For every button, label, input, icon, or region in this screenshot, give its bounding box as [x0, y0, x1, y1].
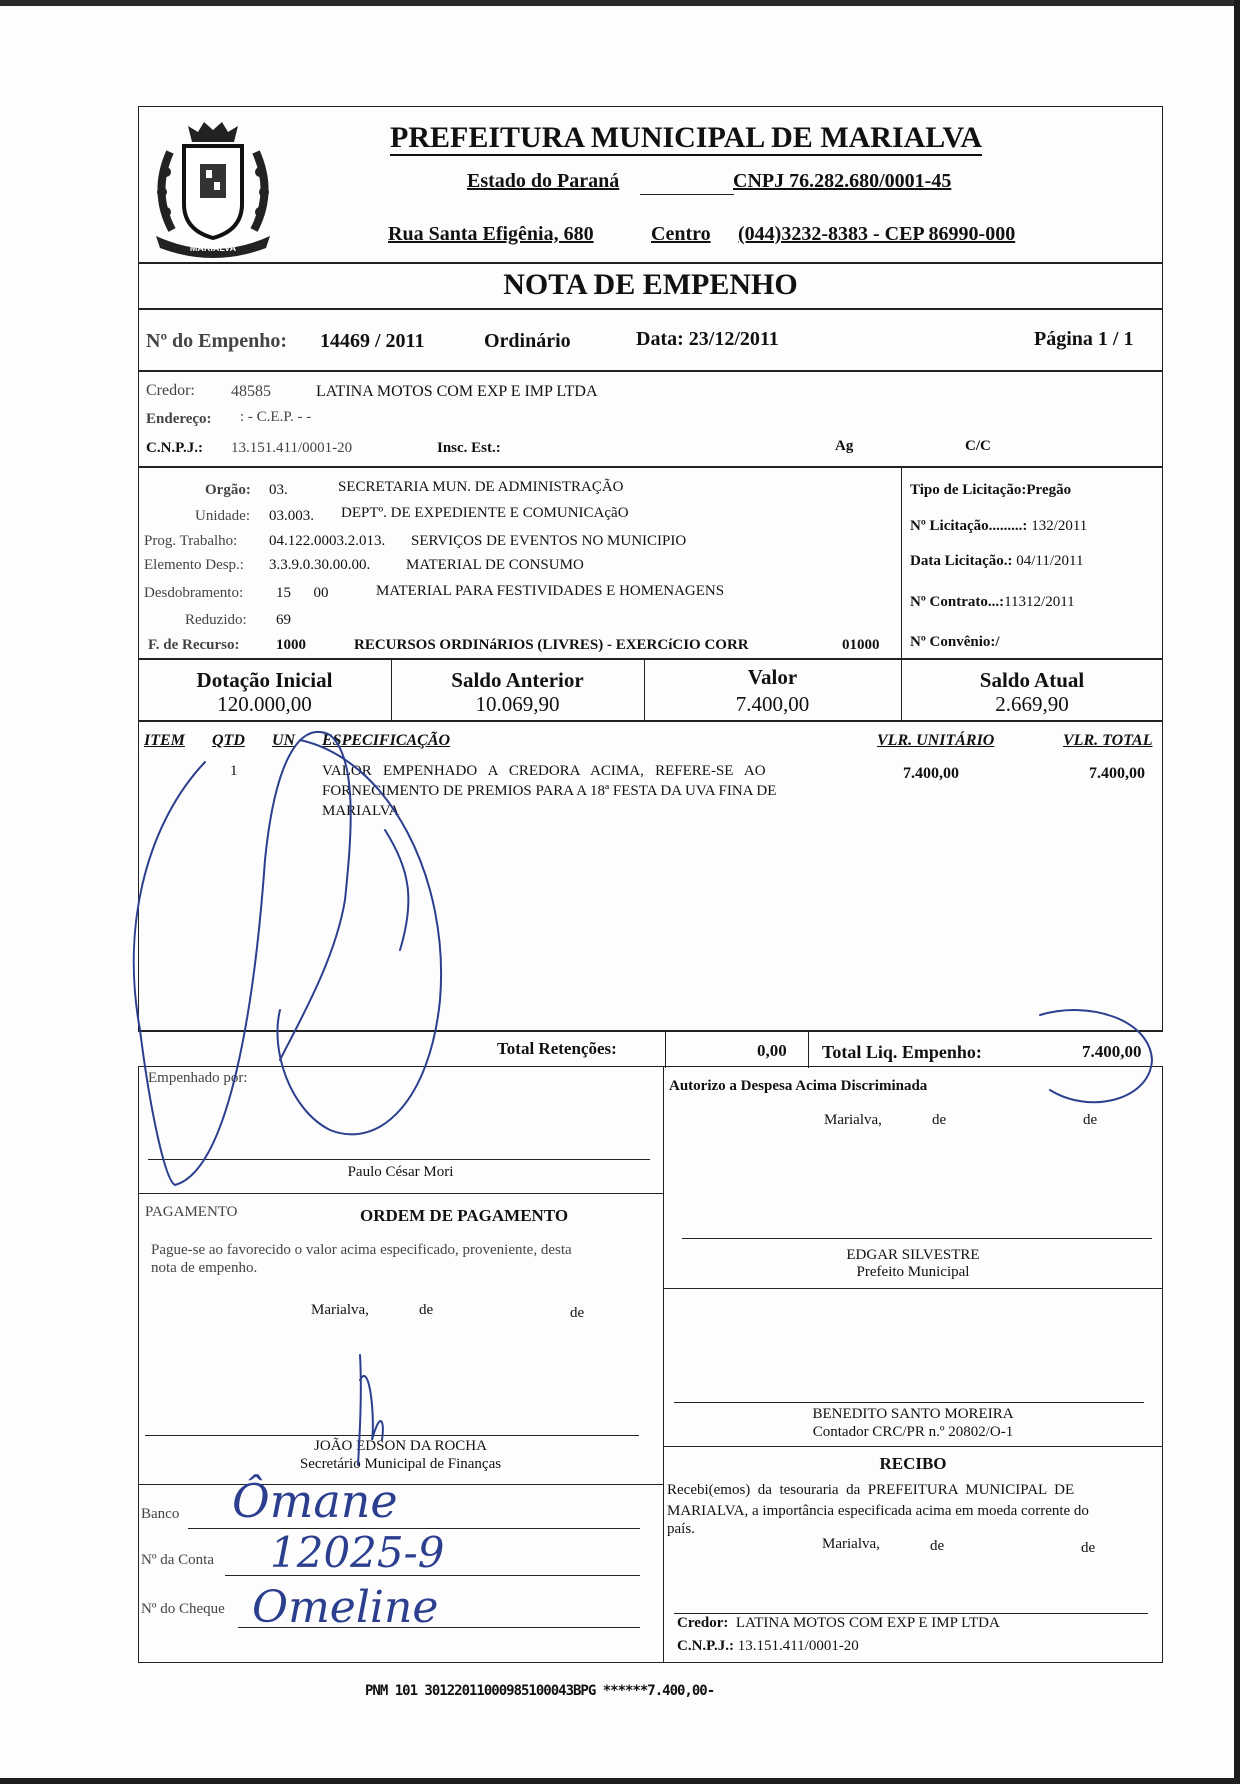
pagina: Página 1 / 1 [1034, 328, 1134, 350]
banco-label: Banco [141, 1506, 180, 1522]
tipo-empenho: Ordinário [484, 330, 571, 352]
total-retencoes-label: Total Retenções: [497, 1039, 617, 1058]
prefeitura-title: PREFEITURA MUNICIPAL DE MARIALVA [390, 121, 983, 154]
empenhado-nome: Paulo César Mori [347, 1164, 454, 1180]
cheque-manuscrito: Omeline [252, 1582, 439, 1633]
autorizo-de-2: de [1083, 1112, 1098, 1128]
banco-manuscrito: Ômane [232, 1474, 398, 1528]
fonte-recurso-descricao: RECURSOS ORDINáRIOS (LIVRES) - EXERCíCIO CORR [354, 637, 749, 653]
totais-top-line [138, 1030, 1163, 1031]
item-qtd: 1 [230, 763, 238, 779]
contador-cargo: Contador CRC/PR n.º 20802/O-1 [812, 1424, 1014, 1440]
recibo-cnpj [677, 1638, 859, 1655]
prefeito-cargo: Prefeito Municipal [856, 1264, 970, 1280]
prefeito-assinatura-linha [682, 1238, 1152, 1239]
scan-edge-top [0, 0, 1240, 6]
recibo-credor-label: Credor: [677, 1615, 729, 1631]
orgao-codigo: 03. [269, 482, 288, 498]
autorizo-local: Marialva, [824, 1112, 882, 1128]
empenhado-por-label: Empenhado por: [148, 1070, 248, 1086]
conta-manuscrita: 12025-9 [270, 1528, 445, 1577]
pagamento-de-2: de [570, 1305, 585, 1321]
col-especificacao: ESPECIFICAÇÃO [322, 732, 451, 749]
prefeito-nome: EDGAR SILVESTRE [846, 1247, 980, 1263]
dotacao-inicial-label: Dotação Inicial [196, 668, 333, 692]
col-un: UN [272, 732, 296, 749]
cnpj-credor-label: C.N.P.J.: [146, 440, 203, 456]
classificacao-divider [901, 466, 902, 660]
insc-est-label: Insc. Est.: [437, 440, 501, 456]
recibo-texto-3: país. [667, 1521, 695, 1537]
numero-licitacao [910, 518, 1087, 535]
pagamento-texto-2: nota de empenho. [151, 1260, 258, 1276]
scan-edge-bottom [0, 1778, 1240, 1784]
numero-conta-label: Nº da Conta [141, 1552, 214, 1568]
lower-divider [663, 1066, 664, 1663]
empenhado-assinatura-linha [148, 1159, 650, 1160]
col-vlr-total: VLR. TOTAL [1063, 732, 1153, 749]
numero-contrato [910, 594, 1075, 611]
prog-trabalho-label: Prog. Trabalho: [144, 533, 238, 549]
fonte-recurso-codigo: 1000 [276, 637, 306, 653]
orgao-descricao: SECRETARIA MUN. DE ADMINISTRAÇÃO [338, 479, 624, 495]
prog-trabalho-codigo: 04.122.0003.2.013. [269, 533, 386, 549]
recibo-assinatura-linha [674, 1613, 1148, 1614]
recibo-credor [677, 1615, 1000, 1632]
data-licitacao [910, 553, 1083, 570]
endereco-label: Endereço: [146, 411, 212, 427]
recibo-cnpj-label: C.N.P.J.: [677, 1638, 734, 1654]
banco-top-line [138, 1484, 663, 1485]
header-underline-1 [640, 194, 734, 195]
data-licitacao-label: Data Licitação.: [910, 553, 1013, 569]
numero-empenho: 14469 / 2011 [320, 330, 425, 352]
item-vlr-unitario: 7.400,00 [903, 765, 959, 782]
unidade-label: Unidade: [195, 508, 250, 524]
recibo-texto-2: MARIALVA, a importância especificada acima em moeda corrente do [667, 1503, 1089, 1519]
svg-text:MARIALVA: MARIALVA [189, 243, 237, 253]
item-desc-linha-2: FORNECIMENTO DE PREMIOS PARA A 18ª FESTA DA UVA FINA DE [322, 783, 777, 799]
saldo-atual-label: Saldo Atual [979, 668, 1085, 692]
endereco-rua: Rua Santa Efigênia, 680 [388, 223, 594, 245]
recibo-local: Marialva, [822, 1536, 880, 1552]
scan-edge-right [1234, 0, 1240, 1784]
secretario-nome: JOÃO EDSON DA ROCHA [314, 1438, 487, 1454]
saldo-atual-valor: 2.669,90 [995, 692, 1069, 716]
data-licitacao-valor: 04/11/2011 [1016, 553, 1084, 569]
prog-trabalho-descricao: SERVIÇOS DE EVENTOS NO MUNICIPIO [411, 533, 687, 549]
unidade-descricao: DEPTº. DE EXPEDIENTE E COMUNICAçãO [341, 505, 629, 521]
col-item: ITEM [144, 732, 185, 749]
numero-licitacao-label: Nº Licitação.........: [910, 518, 1028, 534]
valor-valor: 7.400,00 [735, 692, 810, 716]
doc-title: NOTA DE EMPENHO [503, 268, 798, 301]
tipo-licitacao: Tipo de Licitação:Pregão [910, 482, 1072, 498]
ordem-pagamento-titulo: ORDEM DE PAGAMENTO [360, 1206, 569, 1225]
agencia-label: Ag [835, 438, 854, 454]
total-liq-empenho-valor: 7.400,00 [1082, 1042, 1142, 1061]
endereco-centro: Centro [651, 223, 711, 245]
orgao-label: Orgão: [205, 482, 251, 498]
data-empenho: Data: 23/12/2011 [636, 328, 779, 350]
contador-top-line [663, 1288, 1163, 1289]
pagamento-label: PAGAMENTO [145, 1204, 238, 1220]
saldo-anterior-label: Saldo Anterior [451, 668, 584, 692]
col-vlr-unitario: VLR. UNITÁRIO [877, 732, 995, 749]
pagamento-local: Marialva, [311, 1302, 369, 1318]
conta-corrente-label: C/C [965, 438, 991, 454]
recibo-de-1: de [930, 1538, 945, 1554]
autorizo-de-1: de [932, 1112, 947, 1128]
total-liq-empenho-label: Total Liq. Empenho: [822, 1042, 982, 1062]
reduzido-label: Reduzido: [185, 612, 247, 628]
elemento-desp-codigo: 3.3.9.0.30.00.00. [269, 557, 371, 573]
rodape-codigo: PNM 101 30122011000985100043BPG ******7.400,00- [365, 1683, 715, 1699]
desdobramento-label: Desdobramento: [144, 585, 244, 601]
numero-convenio: Nº Convênio:/ [910, 634, 1000, 650]
secretario-cargo: Secretário Municipal de Finanças [299, 1456, 502, 1472]
recibo-cnpj-valor: 13.151.411/0001-20 [737, 1638, 859, 1654]
elemento-desp-descricao: MATERIAL DE CONSUMO [406, 557, 584, 573]
fonte-recurso-codigo2: 01000 [842, 637, 880, 653]
credor-codigo: 48585 [231, 383, 271, 400]
saldo-anterior-valor: 10.069,90 [475, 692, 560, 716]
desdobramento-descricao: MATERIAL PARA FESTIVIDADES E HOMENAGENS [376, 583, 725, 599]
reduzido-codigo: 69 [276, 612, 291, 628]
numero-empenho-label: Nº do Empenho: [146, 330, 288, 352]
contador-nome: BENEDITO SANTO MOREIRA [812, 1406, 1014, 1422]
recibo-top-line [663, 1446, 1163, 1447]
secretario-assinatura-linha [145, 1435, 639, 1436]
item-desc-linha-1: VALOR EMPENHADO A CREDORA ACIMA, REFERE-SE AO [322, 763, 766, 779]
credor-label: Credor: [146, 382, 195, 399]
numero-contrato-label: Nº Contrato...: [910, 594, 1005, 610]
valor-label: Valor [747, 665, 798, 689]
crest-logo [142, 112, 284, 260]
elemento-desp-label: Elemento Desp.: [144, 557, 244, 573]
telefone-cep: (044)3232-8383 - CEP 86990-000 [738, 223, 1016, 245]
estado: Estado do Paraná [467, 170, 620, 192]
recibo-de-2: de [1081, 1540, 1096, 1556]
credor-nome: LATINA MOTOS COM EXP E IMP LTDA [316, 383, 598, 400]
numero-cheque-label: Nº do Cheque [141, 1601, 225, 1617]
fonte-recurso-label: F. de Recurso: [148, 637, 240, 653]
pagamento-de-1: de [419, 1302, 434, 1318]
recibo-texto-1: Recebi(emos) da tesouraria da PREFEITURA MUNICIPAL DE [667, 1482, 1075, 1498]
numero-licitacao-valor: 132/2011 [1031, 518, 1088, 534]
dotacao-inicial-valor: 120.000,00 [217, 692, 312, 716]
numero-contrato-valor: 11312/2011 [1004, 594, 1075, 610]
contador-assinatura-linha [674, 1402, 1144, 1403]
recibo-titulo: RECIBO [879, 1454, 947, 1473]
col-qtd: QTD [212, 732, 245, 749]
totais-divider-2 [808, 1030, 809, 1068]
autorizo-titulo: Autorizo a Despesa Acima Discriminada [669, 1078, 928, 1094]
endereco-valor: : - C.E.P. - - [240, 409, 312, 425]
recibo-credor-nome: LATINA MOTOS COM EXP E IMP LTDA [735, 1615, 1000, 1631]
item-desc-linha-3: MARIALVA [322, 803, 400, 819]
pagamento-texto-1: Pague-se ao favorecido o valor acima especificado, proveniente, desta [151, 1242, 572, 1258]
pagamento-top-line [138, 1193, 663, 1194]
cnpj-credor: 13.151.411/0001-20 [231, 440, 353, 456]
unidade-codigo: 03.003. [269, 508, 314, 524]
desdobramento-codigo: 15 00 [276, 585, 329, 601]
totais-divider-1 [665, 1030, 666, 1068]
total-retencoes-valor: 0,00 [757, 1041, 787, 1060]
cnpj-prefeitura: CNPJ 76.282.680/0001-45 [733, 170, 952, 192]
item-vlr-total: 7.400,00 [1089, 765, 1145, 782]
